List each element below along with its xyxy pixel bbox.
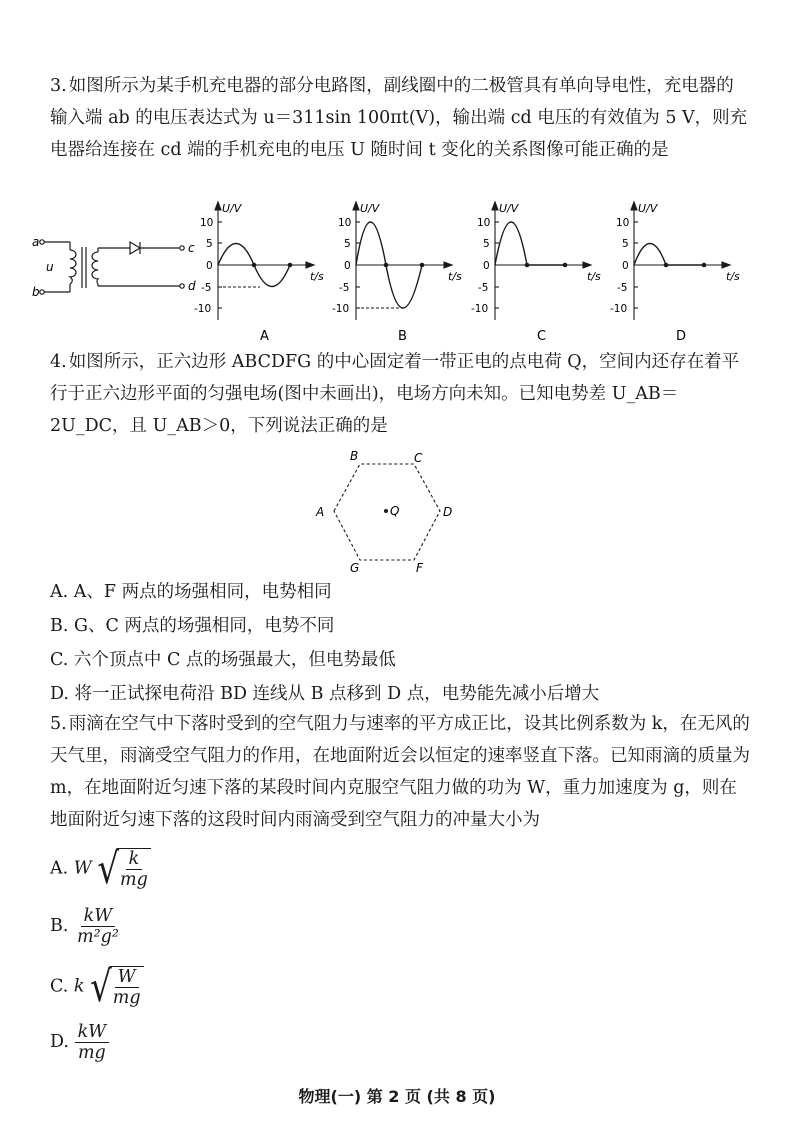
y-axis-label: U/V — [360, 202, 380, 215]
option-label: B — [398, 329, 407, 344]
terminal-d: d — [188, 279, 196, 293]
tick: -5 — [478, 282, 489, 294]
voltage-u: u — [46, 260, 54, 274]
tick: 0 — [622, 260, 629, 272]
y-axis-label: U/V — [638, 202, 658, 215]
y-axis-label: U/V — [222, 202, 242, 215]
circuit-diagram — [30, 230, 205, 310]
sqrt-expression: √ $\frac{W}{mg}$ — [90, 966, 143, 1008]
tick: 0 — [483, 260, 490, 272]
question-number: 3. — [50, 76, 67, 96]
graph-option-a — [188, 200, 328, 345]
hexagon-diagram — [310, 448, 460, 576]
denominator: mg — [77, 1043, 106, 1063]
tick: 5 — [206, 238, 213, 250]
tick: -5 — [201, 282, 212, 294]
q5-option-d — [50, 1022, 109, 1063]
x-axis-label: t/s — [310, 270, 324, 283]
fraction — [75, 1022, 110, 1063]
q4-option-b: B. G、C 两点的场强相同，电势不同 — [50, 616, 335, 636]
tick: -10 — [332, 303, 350, 315]
tick: 10 — [338, 217, 352, 229]
question-text: 如图所示，正六边形 ABCDFG 的中心固定着一带正电的点电荷 Q，空间内还存在着平行于正六边形平面的匀强电场(图中未画出)，电场方向未知。已知电势差 U_AB＝2U_DC，且 U_AB＞0，下列说法正确的是 — [50, 352, 740, 436]
option-coefficient: W — [73, 858, 92, 879]
vertex-b: B — [350, 449, 359, 463]
graph-option-b — [326, 200, 466, 345]
x-axis-label: t/s — [726, 270, 740, 283]
tick: -10 — [471, 303, 489, 315]
q5-option-a — [50, 844, 151, 894]
terminal-a: a — [32, 235, 40, 249]
tick: -5 — [339, 282, 350, 294]
graph-option-d — [604, 200, 749, 345]
numerator: kW — [81, 906, 116, 927]
denominator: mg — [120, 870, 148, 890]
sqrt-expression: √ $\frac{k}{mg}$ — [97, 848, 150, 890]
numerator: kW — [75, 1022, 110, 1043]
numerator: k — [126, 849, 143, 870]
terminal-c: c — [188, 241, 195, 255]
y-axis-label: U/V — [499, 202, 519, 215]
q4-option-d: D. 将一正试探电荷沿 BD 连线从 B 点移到 D 点，电势能先减小后增大 — [50, 684, 600, 704]
q5-option-b — [50, 906, 122, 947]
denominator: m²g² — [77, 927, 119, 947]
question-3 — [50, 70, 750, 166]
numerator: W — [115, 967, 139, 988]
option-label: A. — [50, 858, 69, 879]
tick: -5 — [617, 282, 628, 294]
option-label: A — [260, 329, 269, 344]
question-number: 4. — [50, 352, 67, 372]
question-text: 雨滴在空气中下落时受到的空气阻力与速率的平方成正比，设其比例系数为 k，在无风的天气里，雨滴受空气阻力的作用，在地面附近会以恒定的速率竖直下落。已知雨滴的质量为 m，在地面附近匀速下落的某段时间内克服空气阻力做的功为 W，重力加速度为 g，则在地面附近匀速下落的这段时间内雨滴受到空气阻力的冲量大小为 — [50, 714, 750, 830]
question-4 — [50, 346, 750, 442]
terminal-b: b — [32, 285, 40, 299]
fraction — [74, 906, 122, 947]
tick: 5 — [622, 238, 629, 250]
q4-option-c: C. 六个顶点中 C 点的场强最大，但电势最低 — [50, 650, 396, 670]
vertex-f: F — [416, 561, 423, 575]
question-text: 如图所示为某手机充电器的部分电路图，副线圈中的二极管具有单向导电性，充电器的输入端 ab 的电压表达式为 u＝311sin 100πt(V)，输出端 cd 电压的有效值为 5 V，则充电器给连接在 cd 端的手机充电的电压 U 随时间 t 变化的关系图像可能正确的是 — [50, 76, 748, 160]
tick: -10 — [194, 303, 212, 315]
x-axis-label: t/s — [587, 270, 601, 283]
question-number: 5. — [50, 714, 67, 734]
vertex-g: G — [350, 561, 360, 575]
tick: 0 — [344, 260, 351, 272]
q5-option-c — [50, 962, 144, 1012]
vertex-a: A — [316, 505, 325, 519]
tick: 10 — [200, 217, 214, 229]
q4-option-a: A. A、F 两点的场强相同，电势相同 — [50, 582, 332, 602]
option-label: B. — [50, 916, 69, 936]
graph-option-c — [465, 200, 605, 345]
tick: 10 — [616, 217, 630, 229]
page-footer: 物理(一) 第 2 页 (共 8 页) — [298, 1087, 496, 1106]
option-label: D — [676, 329, 687, 344]
option-label: C — [537, 329, 547, 344]
vertex-c: C — [414, 451, 423, 465]
option-coefficient: k — [73, 976, 85, 997]
tick: 0 — [206, 260, 213, 272]
option-label: D. — [50, 1032, 69, 1052]
charge-q: Q — [390, 504, 400, 518]
tick: -10 — [610, 303, 628, 315]
x-axis-label: t/s — [448, 270, 462, 283]
tick: 5 — [483, 238, 490, 250]
vertex-d: D — [443, 505, 453, 519]
denominator: mg — [112, 988, 141, 1008]
question-5 — [50, 708, 750, 836]
option-label: C. — [50, 976, 69, 997]
tick: 10 — [477, 217, 491, 229]
tick: 5 — [344, 238, 351, 250]
